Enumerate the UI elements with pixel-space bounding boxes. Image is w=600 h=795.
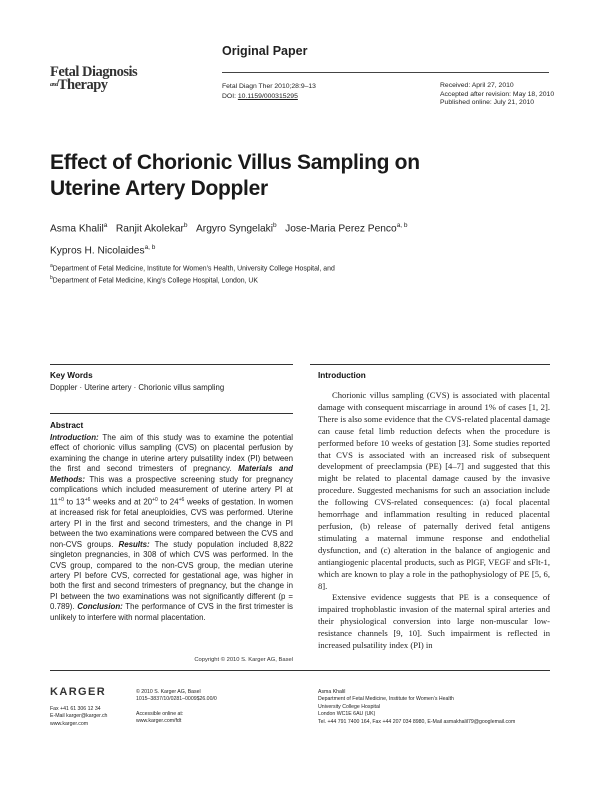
author-affil: a, b (144, 243, 156, 251)
abstract-intro-label: Introduction: (50, 433, 99, 442)
contact-dept: Department of Fetal Medicine, Institute for Women’s Health (318, 696, 454, 703)
keywords-list: Doppler · Uterine artery · Chorionic villus sampling (50, 383, 225, 392)
accepted-date: Accepted after revision: May 18, 2010 (440, 90, 555, 98)
abstract-methods-text: weeks and at 20 (90, 498, 153, 508)
abstract-methods-text: weeks of gestation. In women at increased risk for fetal aneuploidies, CVS was performed. Uterine artery PI in the first and second trimesters, and the change in PI between the two examinations were compared between the CVS and non-CVS groups. (50, 498, 293, 549)
contact-name: Asma Khalil (318, 689, 346, 695)
affil-text: Department of Fetal Medicine, King’s College Hospital, London, UK (52, 277, 258, 285)
title-line-2: Uterine Artery Doppler (50, 176, 268, 200)
footer-rule (50, 670, 550, 671)
introduction-body (318, 390, 550, 652)
publisher-copyright: © 2010 S. Karger AG, Basel (136, 689, 201, 695)
correspondence-address (318, 689, 550, 726)
keywords-heading: Key Words (50, 371, 93, 380)
journal-logo-and: and (50, 82, 58, 88)
online-url[interactable]: www.karger.com/fdt (136, 718, 182, 725)
abstract-conclusion-text: The performance of CVS in the first trimester is unlikely to interfere with normal placentation. (50, 602, 294, 622)
issn: 1015–3837/10/0281–0009$26.00/0 (136, 696, 217, 703)
author-affil: b (183, 222, 188, 229)
abstract-methods-text: This was a prospective screening study for pregnancy complications which included measurement of uterine artery PI at 11 (50, 474, 293, 508)
sup-mark: +0 (152, 497, 158, 504)
publisher-logo: KARGER (50, 686, 107, 698)
article-type: Original Paper (222, 44, 308, 58)
publisher-email: E-Mail karger@karger.ch (50, 713, 108, 720)
article-title (50, 150, 520, 201)
citation-block (222, 82, 316, 102)
abstract-methods-text: to 13 (63, 498, 85, 508)
doi-link[interactable]: 10.1159/000315295 (237, 93, 298, 100)
abstract-results-text: The study population included 8,822 singleton pregnancies, in 308 of which CVS was performed. In the CVS group, compared to the non-CVS group, the median uterine artery PI before CVS, corrected for gestational age, was higher in both the first and second trimesters of pregnancy, but the change in PI between the two examinations was not significantly different (p = 0.789). (50, 539, 293, 612)
publisher-web: www.karger.com (50, 720, 89, 727)
intro-rule (310, 364, 550, 365)
sup-mark: +6 (84, 497, 91, 504)
affil-mark: b (50, 274, 53, 281)
accessible-label: Accessible online at: (136, 710, 184, 717)
author-name: Jose-Maria Perez Penco (285, 223, 397, 235)
sup-mark: +0 (58, 497, 64, 504)
author-name: Kypros H. Nicolaides (50, 245, 145, 257)
author-list (50, 217, 550, 261)
published-date: Published online: July 21, 2010 (440, 99, 535, 107)
abstract-results-label: Results: (118, 539, 150, 549)
keywords-rule (50, 364, 293, 365)
author-name: Argyro Syngelaki (196, 223, 274, 235)
abstract-heading: Abstract (50, 421, 84, 430)
intro-paragraph-2: Extensive evidence suggests that PE is a consequence of impaired trophoblastic invasion of the maternal spiral arteries and their physiological conversion into large non-muscular low-resistance channels [9, 10]. Such impairment is reflected in increased pulsatility index (PI) in (318, 592, 550, 651)
contact-tel: Tel. +44 791 7400 164, Fax +44 207 034 8980, E-Mail asmakhalil79@googlemail.com (318, 718, 516, 725)
affiliations (50, 262, 550, 286)
header-rule (222, 72, 549, 73)
abstract-conclusion-label: Conclusion: (77, 602, 123, 612)
journal-logo (50, 66, 170, 92)
affil-mark: a (50, 263, 53, 269)
abstract-body (50, 433, 293, 623)
journal-logo-line1: Fetal Diagnosis (50, 64, 138, 80)
citation: Fetal Diagn Ther 2010;28:9–13 (222, 83, 316, 90)
doi-label: DOI: (222, 93, 238, 100)
publisher-fax: Fax +41 61 306 12 34 (50, 706, 101, 712)
author-name: Asma Khalil (50, 223, 104, 235)
publication-info (136, 689, 217, 726)
contact-city: London WC1E 6AU (UK) (318, 711, 376, 718)
abstract-rule (50, 413, 293, 414)
author-affil: b (273, 222, 277, 229)
received-date: Received: April 27, 2010 (440, 82, 514, 89)
intro-paragraph-1: Chorionic villus sampling (CVS) is associated with placental damage with consequent miscarriage in around 1% of cases [1, 2]. There is also some evidence that the CVS-related placental damage can cause fetal limb reduction defects when the procedure is performed before 10 weeks of gestation [3]. Some studies reported that CVS is associated with an increased risk of subsequent development of preeclampsia (PE) [4–7] and suggested that this might be related to placental damage caused by the invasive procedure. Suggested mechanisms for such an association include the following CVS-related consequences: (a) focal placental hemorrhage and inflammation resulting in reduced placental perfusion, (b) release of paternally derived fetal antigens stimulating a maternal immune response and endothelial dysfunction, and (c) alteration in the balance of angiogenic and antiangiogenic placental products, such as PlGF, VEGF and sFlt-1, which are known to play a role in the pathophysiology of PE [5, 6, 8]. (318, 390, 550, 591)
author-name: Ranjit Akolekar (115, 223, 184, 235)
title-line-1: Effect of Chorionic Villus Sampling on (50, 151, 420, 174)
contact-hospital: University College Hospital (318, 703, 380, 710)
abstract-intro-text: The aim of this study was to examine the potential effect of chorionic villus sampling (CVS) on placental perfusion by examining the change in uterine artery pulsatility index (PI) between the first and second trimesters of pregnancy. (50, 433, 293, 474)
publisher-contact (50, 706, 107, 728)
sup-mark: +6 (178, 497, 185, 504)
dates-block (440, 82, 554, 108)
abstract-methods-text: to 24 (157, 498, 179, 508)
introduction-heading: Introduction (318, 371, 366, 380)
affil-text: Department of Fetal Medicine, Institute for Women’s Health, University College Hospital, and (52, 265, 335, 273)
author-affil: a (103, 222, 108, 229)
abstract-methods-label: Materials and Methods: (50, 464, 293, 484)
author-affil: a, b (396, 222, 408, 229)
journal-logo-line2: Therapy (57, 77, 108, 93)
abstract-copyright: Copyright © 2010 S. Karger AG, Basel (194, 657, 293, 663)
